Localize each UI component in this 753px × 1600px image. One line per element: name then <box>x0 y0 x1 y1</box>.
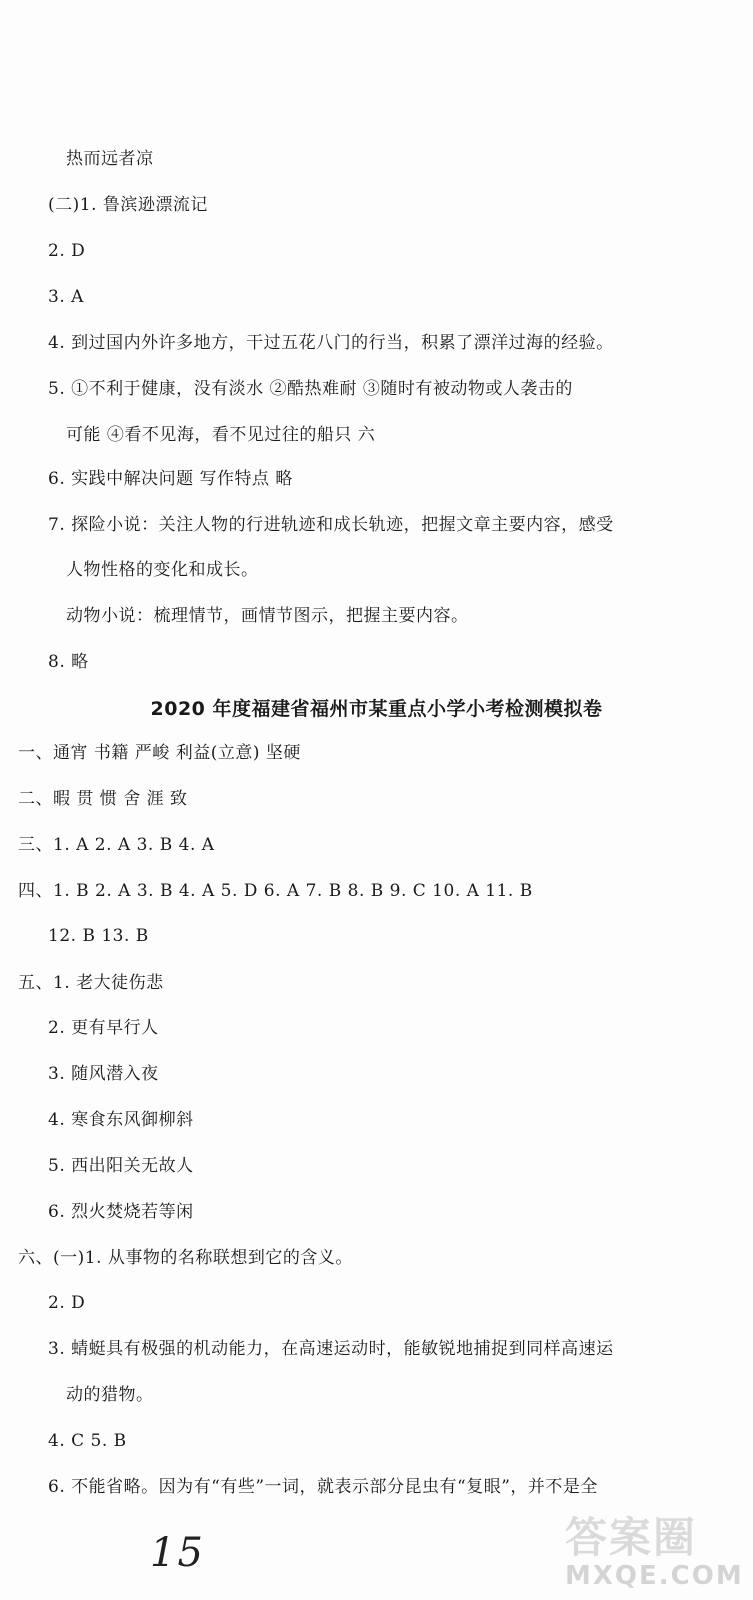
answer-line: 二、暇 贯 惯 舍 涯 致 <box>18 789 188 809</box>
answer-line: 4. 到过国内外许多地方，干过五花八门的行当，积累了漂洋过海的经验。 <box>48 333 614 353</box>
answer-line: (二)1. 鲁滨逊漂流记 <box>48 195 208 215</box>
answer-line: 2. D <box>48 1293 86 1313</box>
answer-line: 6. 实践中解决问题 写作特点 略 <box>48 469 293 489</box>
answer-line: 4. 寒食东风御柳斜 <box>48 1110 194 1130</box>
answer-line: 5. ①不利于健康，没有淡水 ②酷热难耐 ③随时有被动物或人袭击的 <box>48 379 573 399</box>
answer-line: 六、(一)1. 从事物的名称联想到它的含义。 <box>18 1248 353 1268</box>
answer-line: 一、通宵 书籍 严峻 利益(立意) 坚硬 <box>18 743 301 763</box>
answer-line: 3. 蜻蜓具有极强的机动能力，在高速运动时，能敏锐地捕捉到同样高速运 <box>48 1339 614 1359</box>
watermark-text: 答案圈 <box>565 1513 698 1562</box>
answer-line: 3. A <box>48 287 84 307</box>
answer-line: 4. C 5. B <box>48 1431 127 1451</box>
answer-line: 12. B 13. B <box>48 926 149 946</box>
watermark-url: MXQE.COM <box>565 1561 744 1591</box>
answer-line: 7. 探险小说：关注人物的行进轨迹和成长轨迹，把握文章主要内容，感受 <box>48 515 614 535</box>
page-number: 15 <box>150 1530 205 1576</box>
watermark-logo <box>565 1505 745 1595</box>
answer-line: 动的猎物。 <box>66 1385 154 1405</box>
answer-line: 四、1. B 2. A 3. B 4. A 5. D 6. A 7. B 8. B 9. C 10. A 11. B <box>18 881 533 901</box>
answer-line: 热而远者凉 <box>66 149 154 169</box>
answer-line: 三、1. A 2. A 3. B 4. A <box>18 835 215 855</box>
answer-line: 动物小说：梳理情节，画情节图示，把握主要内容。 <box>66 606 469 626</box>
answer-line: 可能 ④看不见海，看不见过往的船只 六 <box>66 425 376 445</box>
section-title: 2020 年度福建省福州市某重点小学小考检测模拟卷 <box>150 698 603 720</box>
answer-line: 人物性格的变化和成长。 <box>66 560 259 580</box>
answer-line: 2. 更有早行人 <box>48 1018 159 1038</box>
answer-line: 6. 不能省略。因为有“有些”一词，就表示部分昆虫有“复眼”，并不是全 <box>48 1477 598 1497</box>
answer-line: 五、1. 老大徒伤悲 <box>18 973 164 993</box>
answer-line: 6. 烈火焚烧若等闲 <box>48 1202 194 1222</box>
answer-line: 3. 随风潜入夜 <box>48 1064 159 1084</box>
answer-line: 8. 略 <box>48 652 89 672</box>
answer-line: 2. D <box>48 241 86 261</box>
answer-line: 5. 西出阳关无故人 <box>48 1156 194 1176</box>
